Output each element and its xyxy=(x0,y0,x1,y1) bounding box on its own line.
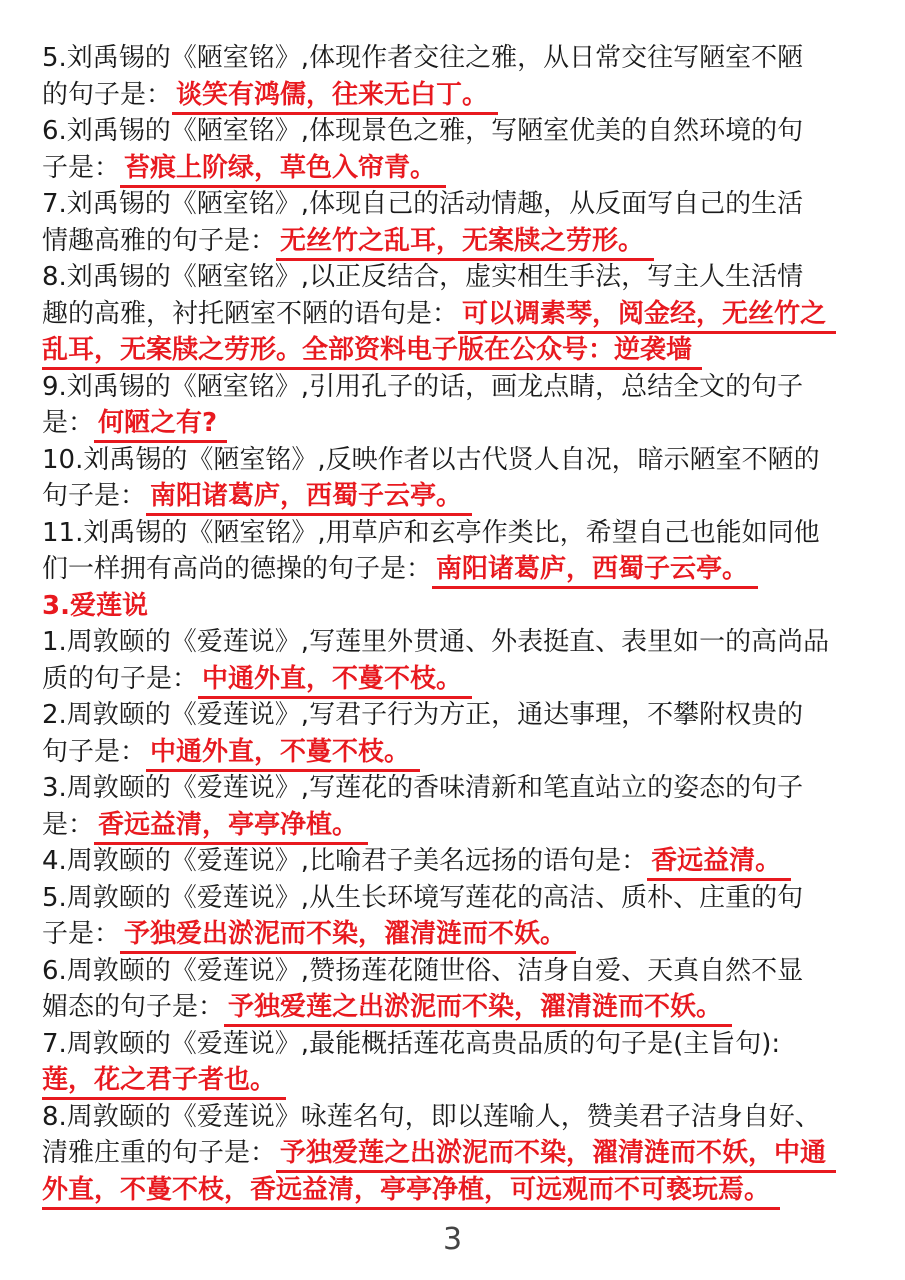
text-line xyxy=(42,332,872,368)
question-text: 们一样拥有高尚的德操的句子是： xyxy=(42,554,433,584)
answer-text: 予独爱莲之出淤泥而不染，濯清涟而不妖，中通 xyxy=(276,1138,836,1173)
question-text: 5.刘禹锡的《陋室铭》,体现作者交往之雅，从日常交往写陋室不陋 xyxy=(42,43,804,73)
text-line xyxy=(42,989,872,1025)
text-line xyxy=(42,843,872,879)
text-line xyxy=(42,624,872,660)
text-line xyxy=(42,953,872,989)
answer-text: 香远益清。 xyxy=(647,846,791,881)
text-line xyxy=(42,916,872,952)
page-number: 3 xyxy=(442,1222,463,1257)
text-body xyxy=(42,40,872,1208)
text-line xyxy=(42,442,872,478)
text-line xyxy=(42,259,872,295)
answer-text: 南阳诸葛庐，西蜀子云亭。 xyxy=(146,481,472,516)
answer-text: 乱耳，无案牍之劳形。全部资料电子版在公众号：逆袭墙 xyxy=(42,335,702,370)
text-line xyxy=(42,770,872,806)
question-text: 清雅庄重的句子是： xyxy=(42,1138,277,1168)
question-text: 情趣高雅的句子是： xyxy=(42,225,277,256)
text-line xyxy=(42,40,872,76)
text-line xyxy=(42,150,872,186)
text-line xyxy=(42,1099,872,1135)
text-line xyxy=(42,551,872,587)
answer-text: 可以调素琴，阅金经，无丝竹之 xyxy=(458,299,836,334)
question-text: 7.刘禹锡的《陋室铭》,体现自己的活动情趣，从反面写自己的生活 xyxy=(42,189,804,219)
question-text: 媚态的句子是： xyxy=(42,992,225,1022)
answer-text: 莲，花之君子者也。 xyxy=(42,1065,286,1100)
answer-text: 香远益清，亭亭净植。 xyxy=(94,810,368,845)
question-text: 2.周敦颐的《爱莲说》,写君子行为方正，通达事理，不攀附权贵的 xyxy=(42,700,804,730)
text-line xyxy=(42,1172,872,1208)
question-text: 质的句子是： xyxy=(42,663,199,694)
question-text: 7.周敦颐的《爱莲说》,最能概括莲花高贵品质的句子是(主旨句): xyxy=(42,1028,781,1059)
question-text: 子是： xyxy=(42,152,121,183)
question-text: 趣的高雅，衬托陋室不陋的语句是： xyxy=(42,298,459,329)
question-text: 句子是： xyxy=(42,481,147,511)
question-text: 是： xyxy=(42,809,95,840)
question-text: 3.周敦颐的《爱莲说》,写莲花的香味清新和笔直站立的姿态的句子 xyxy=(42,773,804,803)
answer-text: 外直，不蔓不枝，香远益清，亭亭净植，可远观而不可亵玩焉。 xyxy=(42,1175,780,1210)
answer-text: 何陋之有? xyxy=(94,408,227,443)
text-line xyxy=(42,661,872,697)
text-line xyxy=(42,880,872,916)
answer-text: 谈笑有鸿儒，往来无白丁。 xyxy=(172,80,498,115)
question-text: 8.刘禹锡的《陋室铭》,以正反结合，虚实相生手法，写主人生活情 xyxy=(42,262,804,292)
answer-text: 予独爱出淤泥而不染，濯清涟而不妖。 xyxy=(120,919,576,954)
question-text: 的句子是： xyxy=(42,79,173,110)
answer-text: 苔痕上阶绿，草色入帘青。 xyxy=(120,153,446,188)
question-text: 10.刘禹锡的《陋室铭》,反映作者以古代贤人自况，暗示陋室不陋的 xyxy=(42,444,820,475)
question-text: 是： xyxy=(42,408,95,438)
question-text: 子是： xyxy=(42,919,121,949)
question-text: 9.刘禹锡的《陋室铭》,引用孔子的话，画龙点睛，总结全文的句子 xyxy=(42,371,804,402)
question-text: 11.刘禹锡的《陋室铭》,用草庐和玄亭作类比，希望自己也能如同他 xyxy=(42,517,820,548)
question-text: 8.周敦颐的《爱莲说》咏莲名句，即以莲喻人，赞美君子洁身自好、 xyxy=(42,1101,821,1132)
answer-text: 中通外直，不蔓不枝。 xyxy=(198,664,472,699)
answer-text: 无丝竹之乱耳，无案牍之劳形。 xyxy=(276,226,654,261)
text-line xyxy=(42,1135,872,1171)
text-line xyxy=(42,697,872,733)
question-text: 6.周敦颐的《爱莲说》,赞扬莲花随世俗、洁身自爱、天真自然不显 xyxy=(42,955,804,986)
section-heading xyxy=(42,588,872,624)
answer-text: 南阳诸葛庐，西蜀子云亭。 xyxy=(432,554,758,589)
section-title: 3.爱莲说 xyxy=(42,590,148,621)
answer-text: 中通外直，不蔓不枝。 xyxy=(146,737,420,772)
question-text: 6.刘禹锡的《陋室铭》,体现景色之雅，写陋室优美的自然环境的句 xyxy=(42,116,804,146)
question-text: 5.周敦颐的《爱莲说》,从生长环境写莲花的高洁、质朴、庄重的句 xyxy=(42,882,804,913)
text-line xyxy=(42,734,872,770)
question-text: 4.周敦颐的《爱莲说》,比喻君子美名远扬的语句是： xyxy=(42,846,648,876)
text-line xyxy=(42,515,872,551)
text-line xyxy=(42,807,872,843)
text-line xyxy=(42,186,872,222)
answer-text: 予独爱莲之出淤泥而不染，濯清涟而不妖。 xyxy=(224,992,732,1027)
text-line xyxy=(42,1062,872,1098)
text-line xyxy=(42,405,872,441)
text-line xyxy=(42,296,872,332)
text-line xyxy=(42,113,872,149)
question-text: 1.周敦颐的《爱莲说》,写莲里外贯通、外表挺直、表里如一的高尚品 xyxy=(42,627,830,657)
text-line xyxy=(42,1026,872,1062)
text-line xyxy=(42,369,872,405)
text-line xyxy=(42,77,872,113)
text-line xyxy=(42,223,872,259)
text-line xyxy=(42,478,872,514)
question-text: 句子是： xyxy=(42,736,147,767)
